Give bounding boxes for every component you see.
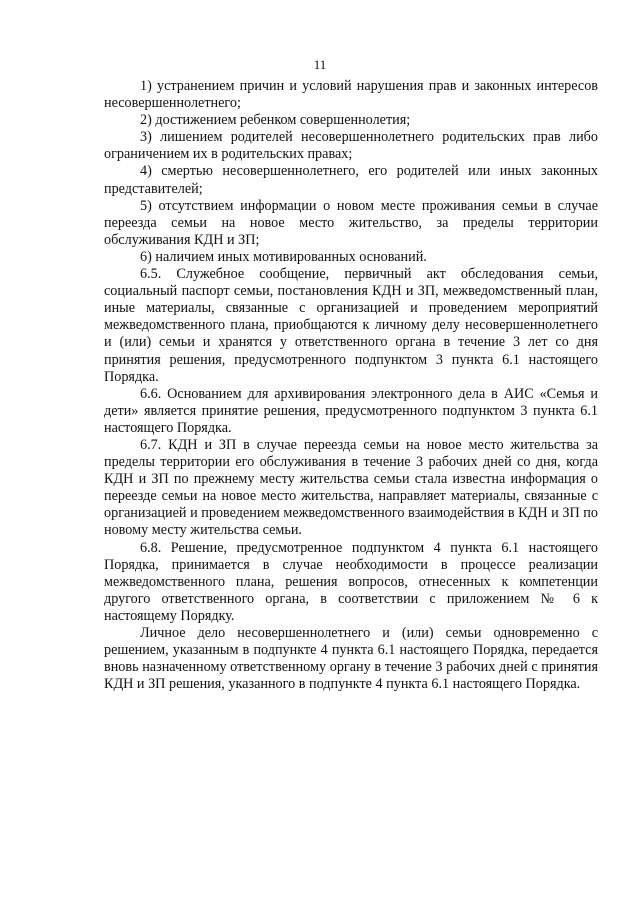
paragraph-item-6: 6) наличием иных мотивированных оснований.: [140, 248, 427, 265]
paragraph-item-2: 2) достижением ребенком совершеннолетия;: [140, 112, 411, 129]
paragraph-6-7: 6.7. КДН и ЗП в случае переезда семьи на новое место жительства за пределы территории его обслуживания в течение 3 рабочих дней со дня, когда КДН и ЗП по прежнему месту жительства семьи стала известна информация о переезде семьи на новое место жительства, направляет материалы, связанные с организацией и проведением межведомственного взаимодействия в КДН и ЗП по новому месту жительства семьи.: [104, 436, 598, 539]
paragraph-6-5: 6.5. Служебное сообщение, первичный акт обследования семьи, социальный паспорт семьи, постановления КДН и ЗП, межведомственный план, иные материалы, связанные с организацией и проведением мероприятий межведомственного плана, приобщаются к личному делу несовершеннолетнего и (или) семьи и хранятся у ответственного органа в течение 3 лет со дня принятия решения, предусмотренного подпунктом 3 пункта 6.1 настоящего Порядка.: [104, 266, 598, 385]
paragraph-item-3: 3) лишением родителей несовершеннолетнего родительских прав либо ограничением их в родительских правах;: [104, 129, 598, 163]
paragraph-item-1: 1) устранением причин и условий нарушения прав и законных интересов несовершеннолетнего;: [104, 78, 598, 112]
paragraph-item-5: 5) отсутствием информации о новом месте проживания семьи в случае переезда семьи на новое место жительство, за пределы территории обслуживания КДН и ЗП;: [104, 197, 598, 248]
paragraph-6-8: 6.8. Решение, предусмотренное подпунктом 4 пункта 6.1 настоящего Порядка, принимается в случае необходимости в процессе реализации межведомственного плана, решения вопросов, отнесенных к компетенции другого ответственного органа, в соответствии с приложением № 6 к настоящему Порядку.: [104, 539, 598, 624]
page-number: 11: [313, 57, 327, 72]
paragraph-item-4: 4) смертью несовершеннолетнего, его родителей или иных законных представителей;: [104, 163, 598, 197]
document-body: [104, 78, 598, 693]
paragraph-6-6: 6.6. Основанием для архивирования электронного дела в АИС «Семья и дети» является принятие решения, предусмотренного подпунктом 3 пункта 6.1 настоящего Порядка.: [104, 385, 598, 436]
paragraph-personal-file: Личное дело несовершеннолетнего и (или) семьи одновременно с решением, указанным в подпункте 4 пункта 6.1 настоящего Порядка, передается вновь назначенному ответственному органу в течение 3 рабочих дней с принятия КДН и ЗП решения, указанного в подпункте 4 пункта 6.1 настоящего Порядка.: [104, 625, 598, 693]
